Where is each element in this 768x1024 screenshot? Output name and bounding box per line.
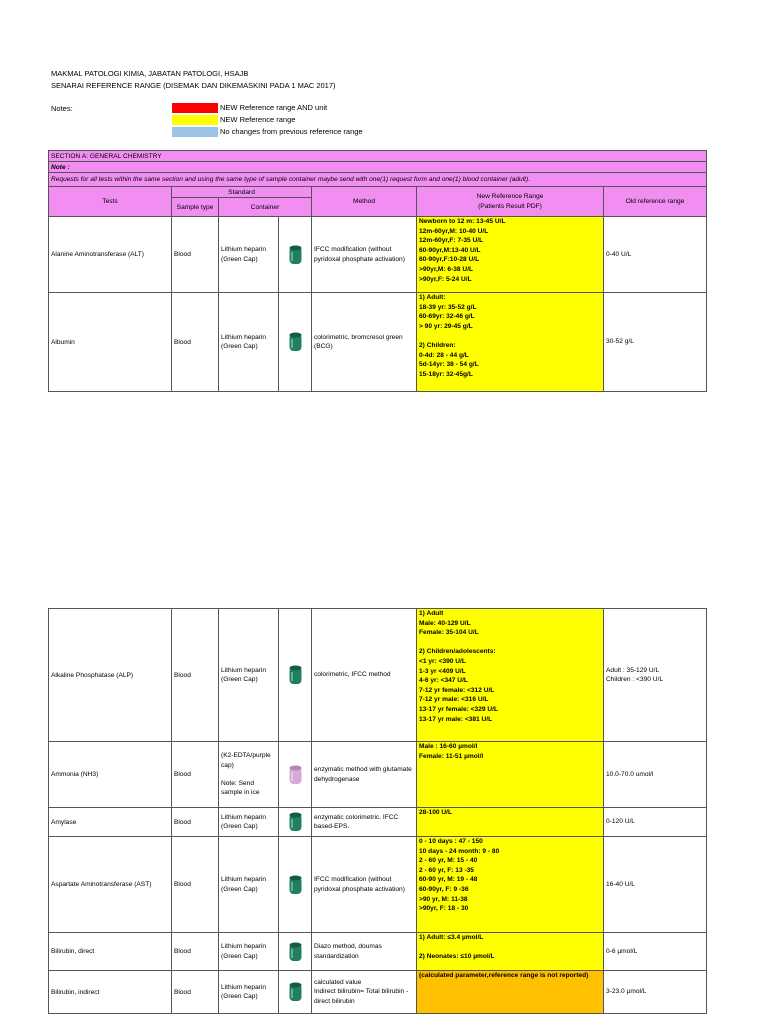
section-note-text: Requests for all tests within the same section and using the same type of sample container maybe send with one(1) request form and one(1) blood container (adult). (49, 173, 707, 187)
old-reference-range: 10.0-70.0 umol/l (604, 742, 707, 808)
old-reference-range: 0-6 µmol/L (604, 933, 707, 971)
sample-type: Blood (172, 837, 219, 933)
container: Lithium heparin (Green Cap) (219, 808, 279, 837)
container: (K2-EDTA/purple cap) Note: Send sample in ice (219, 742, 279, 808)
method: enzymatic method with glutamate dehydrogenase (312, 742, 417, 808)
table-row-bilirubin-indirect (49, 971, 707, 1014)
table-row-alt (49, 217, 707, 293)
test-name: Albumin (49, 293, 172, 392)
container: Lithium heparin (Green Cap) (219, 293, 279, 392)
method: colorimetric, IFCC method (312, 609, 417, 742)
test-name: Bilirubin, indirect (49, 971, 172, 1014)
col-header-method: Method (312, 187, 417, 217)
method: Diazo method, doumas standardization (312, 933, 417, 971)
legend-label-red: NEW Reference range AND unit (220, 103, 328, 112)
sample-type: Blood (172, 933, 219, 971)
new-reference-range: 1) Adult Male: 40-129 U/L Female: 35-104 U/L 2) Children/adolescents: <1 yr: <390 U/L 1-3 yr <409 U/L 4-6 yr: <347 U/L 7-12 yr female: <312 U/L 7-12 yr male: <316 U/L 13-17 yr female: <329 U/L 13-17 yr male: <381 U/L (417, 609, 604, 742)
purple-tube-icon (288, 771, 303, 778)
sample-type: Blood (172, 293, 219, 392)
table-1-body (49, 217, 707, 392)
old-reference-range: Adult : 35-129 U/L Children : <390 U/L (604, 609, 707, 742)
legend-swatch-red (172, 103, 218, 113)
col-header-standard: Standard (172, 187, 312, 198)
green-tube-icon (288, 948, 303, 955)
method: IFCC modification (without pyridoxal phosphate activation) (312, 217, 417, 293)
tube (279, 933, 312, 971)
tube (279, 808, 312, 837)
green-tube-icon (288, 989, 303, 996)
tube (279, 217, 312, 293)
method: IFCC modification (without pyridoxal phosphate activation) (312, 837, 417, 933)
test-name: Amylase (49, 808, 172, 837)
new-reference-range: Male : 16-60 µmol/l Female: 11-51 µmol/l (417, 742, 604, 808)
old-reference-range: 16-40 U/L (604, 837, 707, 933)
col-header-container: Container (219, 198, 312, 217)
container: Lithium heparin (Green Cap) (219, 837, 279, 933)
test-name: Ammonia (NH3) (49, 742, 172, 808)
new-reference-range: Newborn to 12 m: 13-45 U/L 12m-60yr,M: 10-40 U/L 12m-60yr,F: 7-35 U/L 60-90yr,M:13-40 U/L 60-90yr,F:10-28 U/L >90yr,M: 6-38 U/L >90yr,F: 5-24 U/L (417, 217, 604, 293)
old-reference-range: 30-52 g/L (604, 293, 707, 392)
container: Lithium heparin (Green Cap) (219, 933, 279, 971)
method: enzymatic colorimetric. IFCC based-EPS. (312, 808, 417, 837)
table-row-ast (49, 837, 707, 933)
notes-label: Notes: (51, 104, 73, 113)
legend-swatch-yellow (172, 115, 218, 125)
table-row-amylase (49, 808, 707, 837)
sample-type: Blood (172, 609, 219, 742)
section-title: SECTION A: GENERAL CHEMISTRY (49, 151, 707, 162)
col-header-sample-type: Sample type (172, 198, 219, 217)
new-reference-range: (calculated parameter,reference range is not reported) (417, 971, 604, 1014)
new-reference-range: 1) Adult: 18-39 yr: 35-52 g/L 60-69yr: 32-46 g/L > 90 yr: 29-45 g/L 2) Children: 0-4d: 28 - 44 g/L 5d-14yr: 38 - 54 g/L 15-18yr: 32-45g/L (417, 293, 604, 392)
tube (279, 971, 312, 1014)
table-row-ammonia (49, 742, 707, 808)
container: Lithium heparin (Green Cap) (219, 971, 279, 1014)
green-tube-icon (288, 251, 303, 258)
method: colorimetric, bromcresol green (BCG) (312, 293, 417, 392)
document-title: SENARAI REFERENCE RANGE (DISEMAK DAN DIKEMASKINI PADA 1 MAC 2017) (51, 81, 336, 90)
table-2-body (49, 609, 707, 1014)
green-tube-icon (288, 672, 303, 679)
col-header-old-range: Old reference range (604, 187, 707, 217)
legend-label-blue: No changes from previous reference range (220, 127, 363, 136)
test-name: Alanine Aminotransferase (ALT) (49, 217, 172, 293)
method: calculated value Indirect bilirubin= Total bilirubin - direct bilirubin (312, 971, 417, 1014)
tube (279, 837, 312, 933)
table-row-bilirubin-direct (49, 933, 707, 971)
sample-type: Blood (172, 217, 219, 293)
old-reference-range: 0-120 U/L (604, 808, 707, 837)
lab-name: MAKMAL PATOLOGI KIMIA, JABATAN PATOLOGI, HSAJB (51, 69, 249, 78)
section-note-label: Note : (49, 162, 707, 173)
tube (279, 609, 312, 742)
table-row-alp (49, 609, 707, 742)
test-name: Aspartate Aminotransferase (AST) (49, 837, 172, 933)
sample-type: Blood (172, 742, 219, 808)
old-reference-range: 0-40 U/L (604, 217, 707, 293)
reference-table-2 (48, 608, 707, 1014)
test-name: Bilirubin, direct (49, 933, 172, 971)
container: Lithium heparin (Green Cap) (219, 217, 279, 293)
old-reference-range: 3-23.0 µmol/L (604, 971, 707, 1014)
legend-swatch-blue (172, 127, 218, 137)
sample-type: Blood (172, 808, 219, 837)
green-tube-icon (288, 881, 303, 888)
new-reference-range: 0 - 10 days : 47 - 150 10 days - 24 month: 9 - 80 2 - 60 yr, M: 15 - 40 2 - 60 yr, F: 13 -35 60-90 yr, M: 19 - 48 60-90yr, F: 9 -36 >90 yr, M: 11-38 >90yr, F: 18 - 30 (417, 837, 604, 933)
legend-label-yellow: NEW Reference range (220, 115, 296, 124)
table-row-albumin (49, 293, 707, 392)
green-tube-icon (288, 339, 303, 346)
col-header-new-range: New Reference Range (Patients Result PDF) (417, 187, 604, 217)
green-tube-icon (288, 819, 303, 826)
col-header-tests: Tests (49, 187, 172, 217)
new-reference-range: 1) Adult: ≤3.4 µmol/L 2) Neonates: ≤10 µmol/L (417, 933, 604, 971)
tube (279, 742, 312, 808)
reference-table-1 (48, 150, 707, 392)
test-name: Alkaline Phosphatase (ALP) (49, 609, 172, 742)
sample-type: Blood (172, 971, 219, 1014)
container: Lithium heparin (Green Cap) (219, 609, 279, 742)
new-reference-range: 28-100 U/L (417, 808, 604, 837)
tube (279, 293, 312, 392)
